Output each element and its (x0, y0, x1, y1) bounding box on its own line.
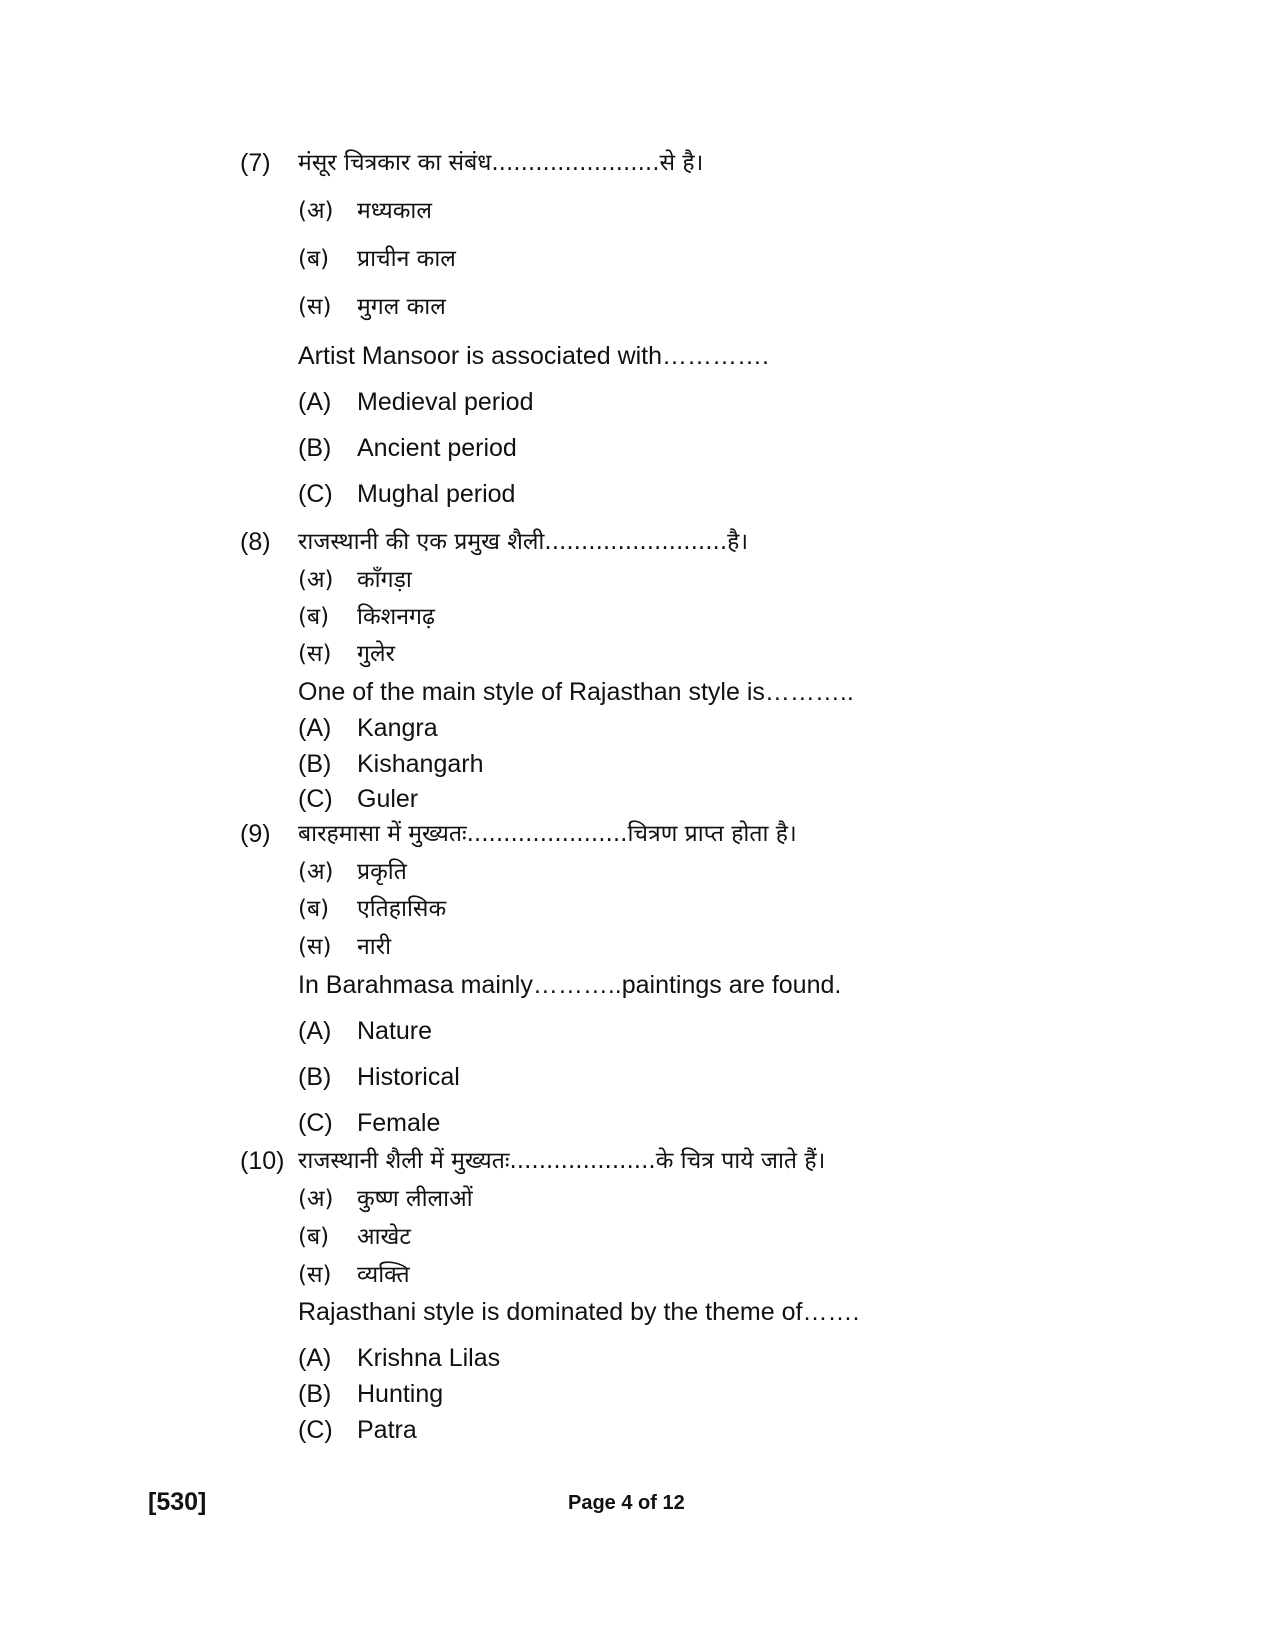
option-text: Kangra (357, 714, 438, 742)
option-label: (C) (298, 785, 333, 813)
question-number: (10) (240, 1147, 285, 1175)
option-label: (अ) (298, 198, 334, 224)
option-label: (A) (298, 1344, 332, 1372)
question-text-hindi: राजस्थानी शैली में मुख्यतः....................के चित्र पाये जाते हैं। (298, 1148, 826, 1174)
option-text: Patra (357, 1416, 417, 1444)
option-text: काँगड़ा (357, 567, 412, 593)
option-text: Krishna Lilas (357, 1344, 501, 1372)
option-text: Guler (357, 785, 419, 813)
paper-code: [530] (148, 1488, 207, 1516)
option-label: (C) (298, 1109, 333, 1137)
option-text: किशनगढ़ (357, 604, 435, 630)
option-label: (स) (298, 1262, 332, 1288)
question-number: (9) (240, 820, 271, 848)
option-text: मध्यकाल (357, 198, 432, 224)
option-label: (B) (298, 750, 332, 778)
option-text: Nature (357, 1017, 433, 1045)
option-text: एतिहासिक (357, 896, 447, 922)
option-text: Historical (357, 1063, 460, 1091)
option-text: Hunting (357, 1380, 444, 1408)
option-label: (स) (298, 294, 332, 320)
question-text: Artist Mansoor is associated with…………. (298, 342, 769, 370)
question-number: (8) (240, 528, 271, 556)
option-label: (B) (298, 434, 332, 462)
option-label: (A) (298, 1017, 332, 1045)
option-label: (अ) (298, 567, 334, 593)
option-text: Female (357, 1109, 441, 1137)
option-text: कुष्ण लीलाओं (357, 1186, 473, 1212)
option-label: (ब) (298, 896, 330, 922)
option-label: (अ) (298, 1186, 334, 1212)
option-text: नारी (357, 934, 392, 960)
option-label: (B) (298, 1380, 332, 1408)
option-text: प्राचीन काल (357, 246, 456, 272)
option-text: Mughal period (357, 480, 516, 508)
question-number: (7) (240, 149, 271, 177)
option-label: (ब) (298, 246, 330, 272)
option-label: (ब) (298, 604, 330, 630)
option-text: Medieval period (357, 388, 534, 416)
question-text: Rajasthani style is dominated by the theme of……. (298, 1298, 860, 1326)
option-text: प्रकृति (357, 859, 407, 885)
option-text: मुगल काल (357, 294, 446, 320)
option-label: (C) (298, 480, 333, 508)
option-label: (B) (298, 1063, 332, 1091)
option-label: (स) (298, 934, 332, 960)
option-text: व्यक्ति (357, 1262, 410, 1288)
option-label: (ब) (298, 1224, 330, 1250)
question-text-hindi: राजस्थानी की एक प्रमुख शैली.........................है। (298, 529, 749, 555)
option-label: (A) (298, 714, 332, 742)
option-text: Ancient period (357, 434, 517, 462)
option-text: गुलेर (357, 641, 395, 667)
question-text: One of the main style of Rajasthan style is……….. (298, 678, 854, 706)
option-label: (अ) (298, 859, 334, 885)
option-label: (C) (298, 1416, 333, 1444)
option-label: (स) (298, 641, 332, 667)
question-text-hindi: बारहमासा में मुख्यतः......................चित्रण प्राप्त होता है। (298, 821, 797, 847)
question-text-hindi: मंसूर चित्रकार का संबंध.......................से है। (298, 150, 704, 176)
question-text: In Barahmasa mainly………..paintings are found. (298, 971, 842, 999)
option-label: (A) (298, 388, 332, 416)
option-text: आखेट (357, 1224, 411, 1250)
page-number: Page 4 of 12 (568, 1492, 685, 1514)
option-text: Kishangarh (357, 750, 484, 778)
